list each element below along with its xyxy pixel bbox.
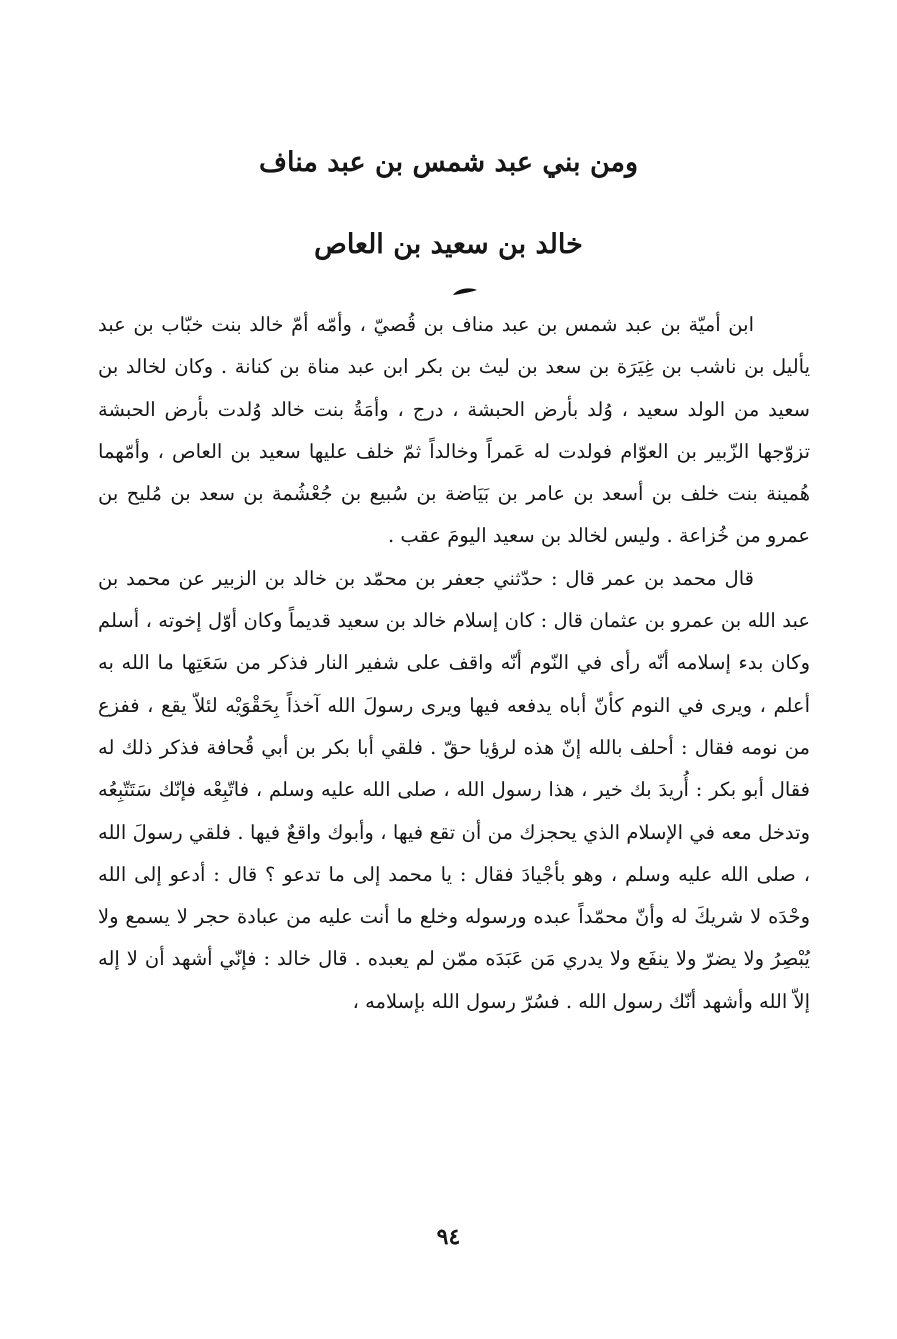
body-text [98, 304, 810, 1023]
paragraph-conversion-story: قال محمد بن عمر قال : حدّثني جعفر بن محمّد بن خالد بن الزبير عن محمد بن عبد الله بن عمرو بن عثمان قال : كان إسلام خالد بن سعيد قديماً وكان أوّل إخوته ، أسلم وكان بدء إسلامه أنّه رأى في النّوم أنّه واقف على شفير النار فذكر من سَعَتِها ما الله به أعلم ، ويرى في النوم كأنّ أباه يدفعه فيها ويرى رسولَ الله آخذاً بِحَقْوَيْه لئلاّ يقع ، ففزع من نومه فقال : أحلف بالله إنّ هذه لرؤيا حقّ . فلقي أبا بكر بن أبي قُحافة فذكر ذلك له فقال أبو بكر : أُريدَ بك خير ، هذا رسول الله ، صلى الله عليه وسلم ، فاتّبِعْه فإنّك سَتَتّبِعُه وتدخل معه في الإسلام الذي يحجزك من أن تقع فيها ، وأبوك واقعٌ فيها . فلقي رسولَ الله ، صلى الله عليه وسلم ، وهو بأجْيادَ فقال : يا محمد إلى ما تدعو ؟ قال : أدعو إلى الله وحْدَه لا شريكَ له وأنّ محمّداً عبده ورسوله وخلع ما أنت عليه من عبادة حجر لا يسمع ولا يُبْصِرُ ولا يضرّ ولا ينفَع ولا يدري مَن عَبَدَه ممّن لم يعبده . قال خالد : فإنّي أشهد أن لا إله إلاّ الله وأشهد أنّك رسول الله . فسُرّ رسول الله بإسلامه ، [98, 566, 810, 1013]
ink-smudge-mark [452, 286, 478, 298]
page-number: ٩٤ [436, 1224, 461, 1250]
paragraph-lineage: ابن أميّة بن عبد شمس بن عبد مناف بن قُصيّ ، وأمّه أمّ خالد بنت خبّاب بن عبد يأليل بن ناشب بن غِيَرَة بن سعد بن ليث بن بكر ابن عبد مناة بن كنانة . وكان لخالد بن سعيد من الولد سعيد ، وُلد بأرض الحبشة ، درج ، وأمَةُ بنت خالد وُلدت بأرض الحبشة تزوّجها الزّبير بن العوّام فولدت له عَمراً وخالداً ثمّ خلف عليها سعيد بن العاص ، وأمّهما هُمينة بنت خلف بن أسعد بن عامر بن بَيَاضة بن سُبيع بن جُعْشُمة بن سعد بن مُليح بن عمرو من خُزاعة . وليس لخالد بن سعيد اليومَ عقب . [98, 313, 810, 548]
entry-heading: خالد بن سعيد بن العاص [314, 229, 583, 260]
section-heading: ومن بني عبد شمس بن عبد مناف [258, 147, 639, 178]
